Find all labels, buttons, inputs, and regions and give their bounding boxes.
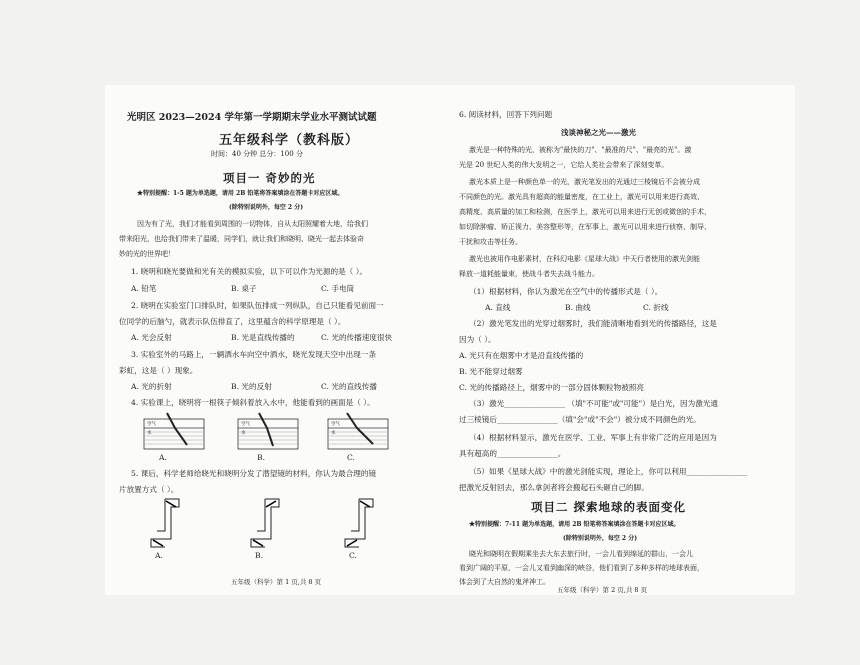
exam-sheet [105, 85, 795, 595]
q5-option-b[interactable]: B. [255, 551, 263, 560]
q4-tank-b-diagram [237, 411, 299, 451]
air-label: 空气 [331, 422, 340, 427]
q5-periscope-c-diagram [341, 497, 377, 549]
sub2-option-b[interactable]: B. 光不能穿过烟雾 [459, 367, 523, 376]
sub3-line: （3）激光________________ （填"不可能"或"可能"）是白光，因为激光通 [469, 399, 719, 408]
score-note: (除特别说明外，每空 2 分) [229, 204, 304, 211]
page-2 [459, 85, 779, 595]
sub1-option-c[interactable]: C. 折线 [643, 303, 669, 312]
score-note: (除特别说明外，每空 2 分) [563, 535, 638, 542]
q5-option-c[interactable]: C. [349, 551, 357, 560]
article-line: 释放一道耗能量束，使战斗者失去战斗能力。 [459, 270, 599, 278]
article-line: 激光本质上是一种颜色单一的光，激光笔发出的光通过三棱镜后不会被分成 [469, 178, 700, 186]
q4-stem: 4. 实验课上，晓明将一根筷子倾斜着放入水中，他能看到的画面是（ ）。 [131, 398, 375, 407]
q3-option-a[interactable]: A. 光的折射 [131, 382, 172, 391]
intro-line: 体会到了大自然的鬼斧神工。 [459, 578, 550, 586]
article-line: 激光是一种特殊的光，被称为"最快的刀"、"最准的尺"、"最亮的光"。激 [469, 146, 692, 154]
page-footer: 五年级（科学）第 1 页,共 8 页 [231, 578, 322, 586]
q1-stem: 1. 晓明和晓光要做和光有关的模拟实验，以下可以作为光源的是（ ）。 [131, 267, 368, 276]
subject-title: 五年级科学（教科版） [219, 133, 360, 148]
article-line: 干扰和攻击等任务。 [459, 238, 522, 246]
q1-option-a[interactable]: A. 铅笔 [131, 284, 157, 293]
exam-header: 光明区 2023—2024 学年第一学期期末学业水平测试试题 [127, 112, 377, 123]
sub2-stem: 因为（ ）。 [459, 335, 496, 344]
intro-line: 晓光和晓明在假期乘坐去大东去旅行时，一会儿看到绵延的群山，一会儿 [469, 550, 693, 558]
q5-stem: 5. 课后，科学老师给晓光和晓明分发了潜望镜的材料，你认为最合理的镜 [131, 469, 377, 478]
q5-option-a[interactable]: A. [155, 551, 163, 560]
q3-option-c[interactable]: C. 光的直线传播 [321, 382, 377, 391]
intro-line: 看到广阔的平原，一会儿又看到幽深的峡谷，他们看到了多种多样的地球表面， [459, 564, 704, 572]
sub1-stem: （1）根据材料，你认为激光在空气中的传播形式是（ ）。 [469, 287, 663, 296]
project1-title: 项目一 奇妙的光 [223, 171, 316, 185]
air-label: 空气 [241, 422, 250, 427]
sub5-line: （5）如果《星球大战》中的激光剑能实现，理论上，你可以利用________________ [469, 467, 748, 476]
water-label: 水 [241, 431, 246, 436]
intro-line: 因为有了光，我们才能看到周围的一切物体，自从太阳照耀着大地，给我们 [137, 220, 368, 228]
q3-option-b[interactable]: B. 光的反射 [231, 382, 272, 391]
q4-tank-a-diagram [143, 411, 205, 451]
q5-periscope-b-diagram [247, 497, 283, 549]
q2-stem: 位同学的后脑勺，就表示队伍排直了，这里蕴含的科学原理是（ ）。 [119, 317, 346, 326]
q5-stem: 片放置方式（ ）。 [119, 485, 179, 494]
sub1-option-b[interactable]: B. 曲线 [565, 303, 591, 312]
sub2-stem: （2）激光笔发出的光穿过烟雾时，我们能清晰地看到光的传播路径，这是 [469, 319, 717, 328]
page-1 [119, 85, 439, 595]
sub1-option-a[interactable]: A. 直线 [485, 303, 511, 312]
article-line: 高精度、高质量的加工和检测，在医学上，激光可以用来进行无创或微创的手术， [459, 208, 711, 216]
q4-option-a[interactable]: A. [159, 453, 167, 462]
article-line: 如切除肿瘤、矫正视力、美容整形等，在军事上，激光可以用来进行侦察、制导、 [459, 223, 711, 231]
q2-option-b[interactable]: B. 光是直线传播的 [231, 333, 295, 342]
time-score: 时间：40 分钟 总分：100 分 [211, 150, 303, 158]
intro-line: 带来阳光，也给我们带来了温暖，同学们，就让我们和晓明、晓光一起去体验奇 [119, 235, 364, 243]
q4-option-b[interactable]: B. [257, 453, 265, 462]
q2-option-c[interactable]: C. 光的传播速度很快 [321, 333, 393, 342]
notice: ★特别提醒：7-11 题为单选题，请用 2B 铅笔将答案填涂在答题卡对应区域。 [469, 521, 680, 528]
article-line: 不同颜色的光。激光具有超高的能量密度，在工业上，激光可以用来进行高效、 [459, 193, 704, 201]
intro-line: 妙的光的世界吧！ [119, 250, 175, 258]
q1-option-b[interactable]: B. 桌子 [231, 284, 257, 293]
project2-title: 项目二 探索地球的表面变化 [531, 500, 687, 514]
air-label: 空气 [147, 422, 156, 427]
page-footer: 五年级（科学）第 2 页,共 8 页 [557, 586, 648, 594]
q2-option-a[interactable]: A. 光会反射 [131, 333, 172, 342]
sub5-line: 把激光反射回去，那么拿剑者将会搬起石头砸自己的脚。 [459, 483, 649, 492]
q4-tank-c-diagram [327, 411, 389, 451]
water-label: 水 [147, 431, 152, 436]
q1-option-c[interactable]: C. 手电筒 [321, 284, 355, 293]
water-label: 水 [331, 431, 336, 436]
q3-stem: 3. 实验室外的马路上，一辆洒水车向空中洒水，晓光发现天空中出现一条 [131, 350, 377, 359]
sub3-line: 过三棱镜后________________（填"会"或"不会"）被分成不同颜色的光。 [459, 415, 701, 424]
q2-stem: 2. 晓明在实验室门口排队时，如果队伍排成一列纵队，自己只能看见前面一 [131, 301, 384, 310]
sub4-line: 具有超高的________________。 [459, 449, 566, 458]
q4-option-c[interactable]: C. [347, 453, 355, 462]
sub2-option-c[interactable]: C. 光的传播路径上，烟雾中的一部分固体颗粒物被照亮 [459, 383, 645, 392]
sub2-option-a[interactable]: A. 光只有在烟雾中才是沿直线传播的 [459, 351, 584, 360]
article-line: 光是 20 世纪人类的伟大发明之一，它给人类社会带来了深刻变革。 [459, 161, 669, 169]
article-line: 激光也被用作电影素材，在科幻电影《星球大战》中天行者使用的激光剑能 [469, 255, 700, 263]
q5-periscope-a-diagram [147, 497, 183, 549]
sub4-line: （4）根据材料显示，激光在医学、工业、军事上有非常广泛的应用是因为 [469, 433, 717, 442]
q6-heading: 6. 阅读材料，回答下列问题 [459, 110, 553, 119]
article-title: 浅谈神秘之光——激光 [561, 128, 636, 137]
q3-stem: 彩虹，这是（ ）现象。 [119, 366, 198, 375]
notice: ★特别提醒：1-5 题为单选题，请用 2B 铅笔将答案填涂在答题卡对应区域。 [137, 190, 344, 197]
